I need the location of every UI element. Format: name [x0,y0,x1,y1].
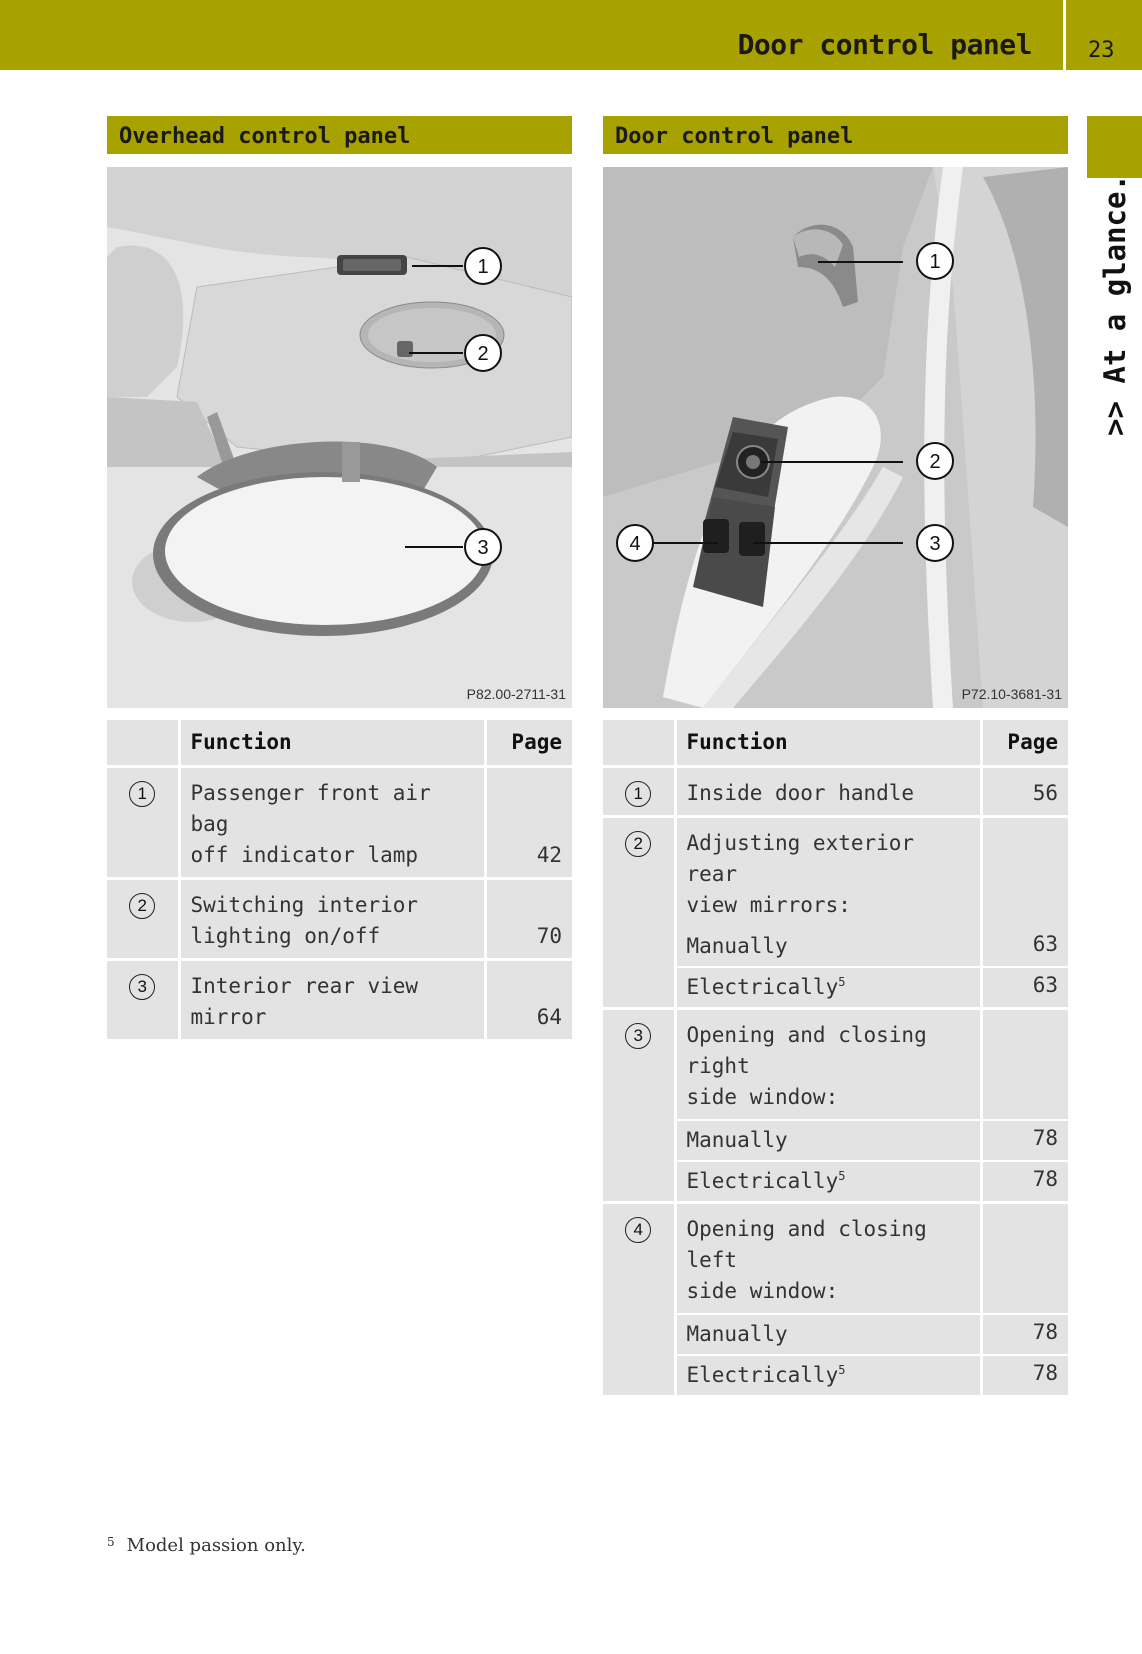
table-header-row [107,720,572,766]
overhead-section-title: Overhead control panel [107,116,572,154]
svg-text:1: 1 [929,251,941,273]
table-row [603,816,1068,927]
table-row [107,766,572,878]
callout-1-icon [465,248,501,284]
page-link[interactable]: 78 [981,1161,1068,1203]
function-cell: Switching interior lighting on/off [179,878,485,959]
table-row [603,1008,1068,1120]
footnote-ref: 5 [838,1168,846,1183]
page-title: Door control panel [737,28,1032,61]
page-link[interactable]: 56 [981,766,1068,816]
door-function-table [603,720,1068,1395]
function-cell: Passenger front air bag off indicator lamp [179,766,485,878]
function-subcell: Electrically$^5$ [675,1161,981,1203]
table-header-num [107,720,179,766]
row-number-badge: 3 [625,1023,651,1049]
figure-code: P72.10-3681-31 [961,686,1062,702]
figure-code: P82.00-2711-31 [466,686,566,702]
page-link[interactable]: 78 [981,1314,1068,1355]
table-header-row [603,720,1068,766]
svg-text:4: 4 [629,533,641,555]
row-number-badge: 2 [625,831,651,857]
table-row [603,1202,1068,1314]
door-panel-drawing [603,167,1068,708]
svg-text:1: 1 [477,256,489,278]
page-link[interactable]: 78 [981,1355,1068,1395]
door-panel-illustration [603,167,1068,708]
header-divider [1063,0,1066,70]
svg-text:3: 3 [929,533,941,555]
row-number-badge: 2 [129,893,155,919]
function-subcell: Manually [675,1314,981,1355]
side-tab-text: >> At a glance. [1097,174,1132,436]
overhead-panel-drawing [107,167,572,708]
table-subrow [603,967,1068,1009]
table-row [107,878,572,959]
row-number-badge: 1 [625,781,651,807]
function-cell: Opening and closing left side window: [675,1202,981,1314]
callout-3-icon [465,529,501,565]
table-header-function: Function [179,720,485,766]
page-link[interactable]: 63 [981,967,1068,1009]
table-row [603,766,1068,816]
svg-text:2: 2 [929,451,941,473]
footnote-text: Model passion only. [126,1535,306,1556]
svg-text:3: 3 [477,537,489,559]
footnote [107,1535,306,1556]
table-subrow [603,1355,1068,1395]
side-tab-marker [1087,116,1142,178]
callout-2-icon [465,335,501,371]
function-cell: Interior rear view mirror [179,959,485,1039]
function-subcell: Manually [675,1120,981,1161]
page-number: 23 [1088,38,1115,63]
callout-4-icon [617,525,653,561]
callout-3-icon [917,525,953,561]
overhead-function-table [107,720,572,1039]
side-tab-label[interactable] [1087,174,1142,436]
table-subrow [603,1120,1068,1161]
footnote-ref: 5 [838,1362,846,1377]
function-cell: Adjusting exterior rear view mirrors: [675,816,981,927]
function-cell: Opening and closing right side window: [675,1008,981,1120]
page-link[interactable]: 70 [485,878,572,959]
row-number-badge: 1 [129,781,155,807]
table-subrow [603,1161,1068,1203]
function-subcell: Electrically$^5$ [675,1355,981,1395]
page-link[interactable]: 42 [485,766,572,878]
table-header-num [603,720,675,766]
function-cell: Inside door handle [675,766,981,816]
table-subrow [603,1314,1068,1355]
table-subrow [603,927,1068,967]
svg-text:2: 2 [477,343,489,365]
page-link[interactable]: 63 [981,927,1068,967]
footnote-ref: 5 [838,974,846,989]
overhead-panel-illustration [107,167,572,708]
function-subcell: Manually [675,927,981,967]
door-section-title: Door control panel [603,116,1068,154]
page-link[interactable]: 64 [485,959,572,1039]
row-number-badge: 3 [129,974,155,1000]
row-number-badge: 4 [625,1217,651,1243]
page-link[interactable]: 78 [981,1120,1068,1161]
callout-1-icon [917,243,953,279]
callout-2-icon [917,443,953,479]
table-header-page: Page [981,720,1068,766]
page-header [0,0,1142,70]
table-header-function: Function [675,720,981,766]
footnote-mark: 5 [107,1535,115,1549]
table-header-page: Page [485,720,572,766]
table-row [107,959,572,1039]
function-subcell: Electrically$^5$ [675,967,981,1009]
